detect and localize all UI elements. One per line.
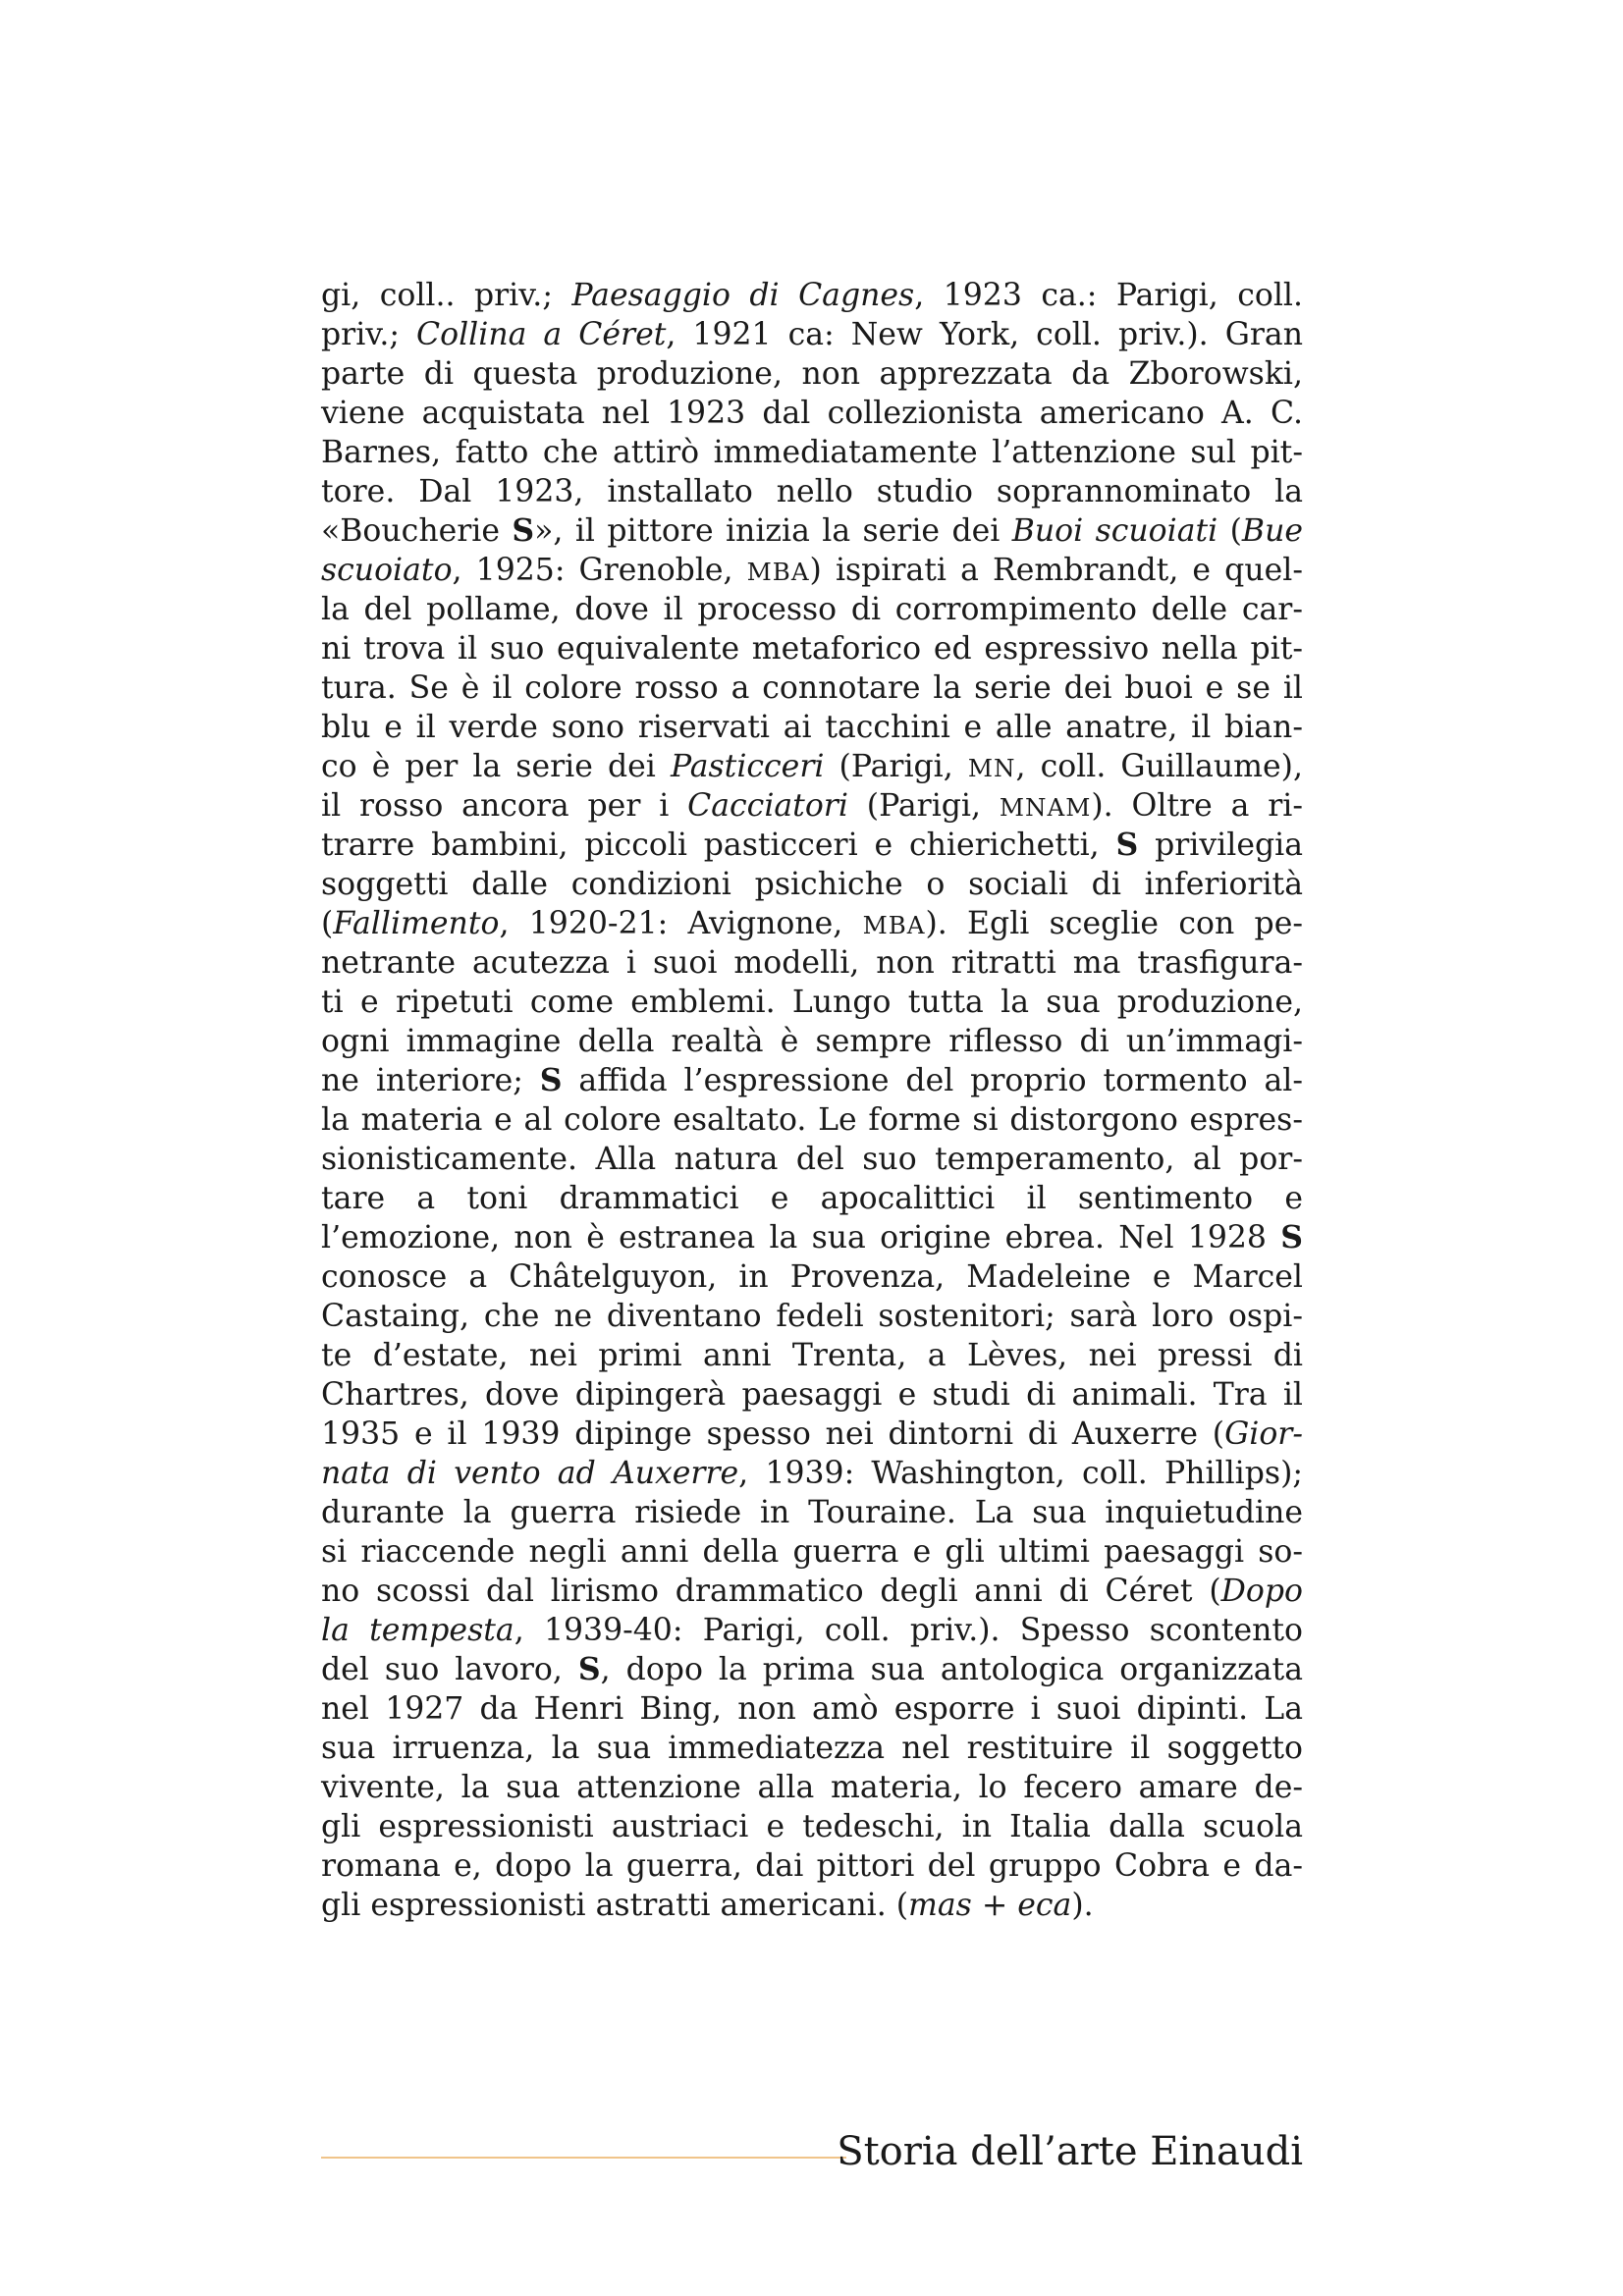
text-line: ogni immagine della realtà è sempre riflesso di un’immagi- [321, 1024, 1303, 1059]
text-line: del suo lavoro, S, dopo la prima sua antologica organizzata [321, 1651, 1303, 1687]
text-line: la materia e al colore esaltato. Le forme si distorgono espres- [321, 1102, 1303, 1138]
text-line: ne interiore; S affida l’espressione del proprio tormento al- [321, 1062, 1303, 1098]
bold-run: S [1280, 1219, 1303, 1255]
body-text [321, 276, 1303, 1925]
footer-rule [321, 2157, 846, 2159]
text-line: Barnes, fatto che attirò immediatamente l’attenzione sul pit- [321, 435, 1303, 470]
footer-title: Storia dell’arte Einaudi [837, 2129, 1303, 2174]
text-line: la del pollame, dove il processo di corrompimento delle car- [321, 592, 1303, 627]
text-line: viene acquistata nel 1923 dal collezionista americano A. C. [321, 396, 1303, 431]
italic-run: la tempesta [321, 1613, 514, 1648]
text-line: tura. Se è il colore rosso a connotare la serie dei buoi e se il [321, 670, 1303, 706]
text-line: «Boucherie S», il pittore inizia la serie dei Buoi scuoiati (Bue [321, 512, 1303, 549]
bold-run: S [539, 1062, 563, 1098]
smallcaps-run: MN [967, 754, 1016, 782]
text-line: si riaccende negli anni della guerra e gli ultimi paesaggi so- [321, 1534, 1303, 1570]
italic-run: Fallimento [333, 906, 500, 941]
text-line: gli espressionisti astratti americani. (mas + eca). [321, 1888, 1094, 1923]
italic-run: Buoi scuoiati [1011, 513, 1218, 549]
text-line: romana e, dopo la guerra, dai pittori del gruppo Cobra e da- [321, 1848, 1303, 1884]
smallcaps-run: MBA [746, 558, 810, 586]
text-line: (Fallimento, 1920-21: Avignone, MBA). Egli sceglie con pe- [321, 906, 1303, 941]
text-line: scuoiato, 1925: Grenoble, MBA) ispirati a Rembrandt, e quel- [321, 553, 1303, 588]
text-line: te d’estate, nei primi anni Trenta, a Lèves, nei pressi di [321, 1338, 1303, 1373]
italic-run: Dopo [1220, 1574, 1303, 1609]
text-line: Chartres, dove dipingerà paesaggi e studi di animali. Tra il [321, 1377, 1303, 1413]
text-line: gli espressionisti austriaci e tedeschi, in Italia dalla scuola [321, 1809, 1303, 1844]
text-line: tore. Dal 1923, installato nello studio soprannominato la [321, 474, 1303, 509]
bold-run: S [512, 512, 535, 549]
text-line: trarre bambini, piccoli pasticceri e chierichetti, S privilegia [321, 827, 1303, 863]
italic-run: nata di vento ad Auxerre [321, 1456, 739, 1491]
text-line: tare a toni drammatici e apocalittici il sentimento e [321, 1181, 1303, 1216]
text-line: 1935 e il 1939 dipinge spesso nei dintorni di Auxerre (Gior- [321, 1416, 1303, 1452]
italic-run: Collina a Céret [416, 317, 667, 352]
italic-run: Gior- [1224, 1416, 1303, 1452]
italic-run: Paesaggio di Cagnes [571, 278, 915, 313]
text-line: priv.; Collina a Céret, 1921 ca: New York, coll. priv.). Gran [321, 317, 1303, 352]
text-line: netrante acutezza i suoi modelli, non ritratti ma trasfigura- [321, 945, 1303, 981]
text-line: gi, coll.. priv.; Paesaggio di Cagnes, 1923 ca.: Parigi, coll. [321, 278, 1303, 313]
text-line: Castaing, che ne diventano fedeli sostenitori; sarà loro ospi- [321, 1299, 1303, 1334]
text-line: ti e ripetuti come emblemi. Lungo tutta la sua produzione, [321, 985, 1303, 1020]
smallcaps-run: MBA [862, 911, 926, 939]
text-line: blu e il verde sono riservati ai tacchini e alle anatre, il bian- [321, 710, 1303, 745]
italic-run: mas [908, 1888, 972, 1923]
text-line: durante la guerra risiede in Touraine. La sua inquietudine [321, 1495, 1303, 1530]
text-line: nel 1927 da Henri Bing, non amò esporre i suoi dipinti. La [321, 1691, 1303, 1727]
text-line: vivente, la sua attenzione alla materia, lo fecero amare de- [321, 1770, 1303, 1805]
text-line: parte di questa produzione, non apprezzata da Zborowski, [321, 356, 1303, 392]
text-line: ni trova il suo equivalente metaforico ed espressivo nella pit- [321, 631, 1303, 667]
bold-run: S [1115, 827, 1139, 863]
text-line: l’emozione, non è estranea la sua origine ebrea. Nel 1928 S [321, 1219, 1303, 1255]
italic-run: Bue [1241, 513, 1303, 549]
italic-run: scuoiato [321, 553, 453, 588]
text-line: no scossi dal lirismo drammatico degli anni di Céret (Dopo [321, 1574, 1303, 1609]
text-line: la tempesta, 1939-40: Parigi, coll. priv.). Spesso scontento [321, 1613, 1303, 1648]
text-line: nata di vento ad Auxerre, 1939: Washington, coll. Phillips); [321, 1456, 1303, 1491]
text-line: soggetti dalle condizioni psichiche o sociali di inferiorità [321, 867, 1303, 902]
text-line: sionisticamente. Alla natura del suo temperamento, al por- [321, 1142, 1303, 1177]
italic-run: Pasticceri [670, 749, 825, 784]
smallcaps-run: MNAM [999, 793, 1092, 822]
italic-run: eca [1017, 1888, 1072, 1923]
text-line: conosce a Châtelguyon, in Provenza, Madeleine e Marcel [321, 1259, 1303, 1295]
text-line: co è per la serie dei Pasticceri (Parigi, MN, coll. Guillaume), [321, 749, 1303, 784]
bold-run: S [577, 1651, 601, 1687]
text-line: il rosso ancora per i Cacciatori (Parigi, MNAM). Oltre a ri- [321, 788, 1304, 824]
text-line: sua irruenza, la sua immediatezza nel restituire il soggetto [321, 1731, 1303, 1766]
italic-run: Cacciatori [687, 788, 848, 824]
